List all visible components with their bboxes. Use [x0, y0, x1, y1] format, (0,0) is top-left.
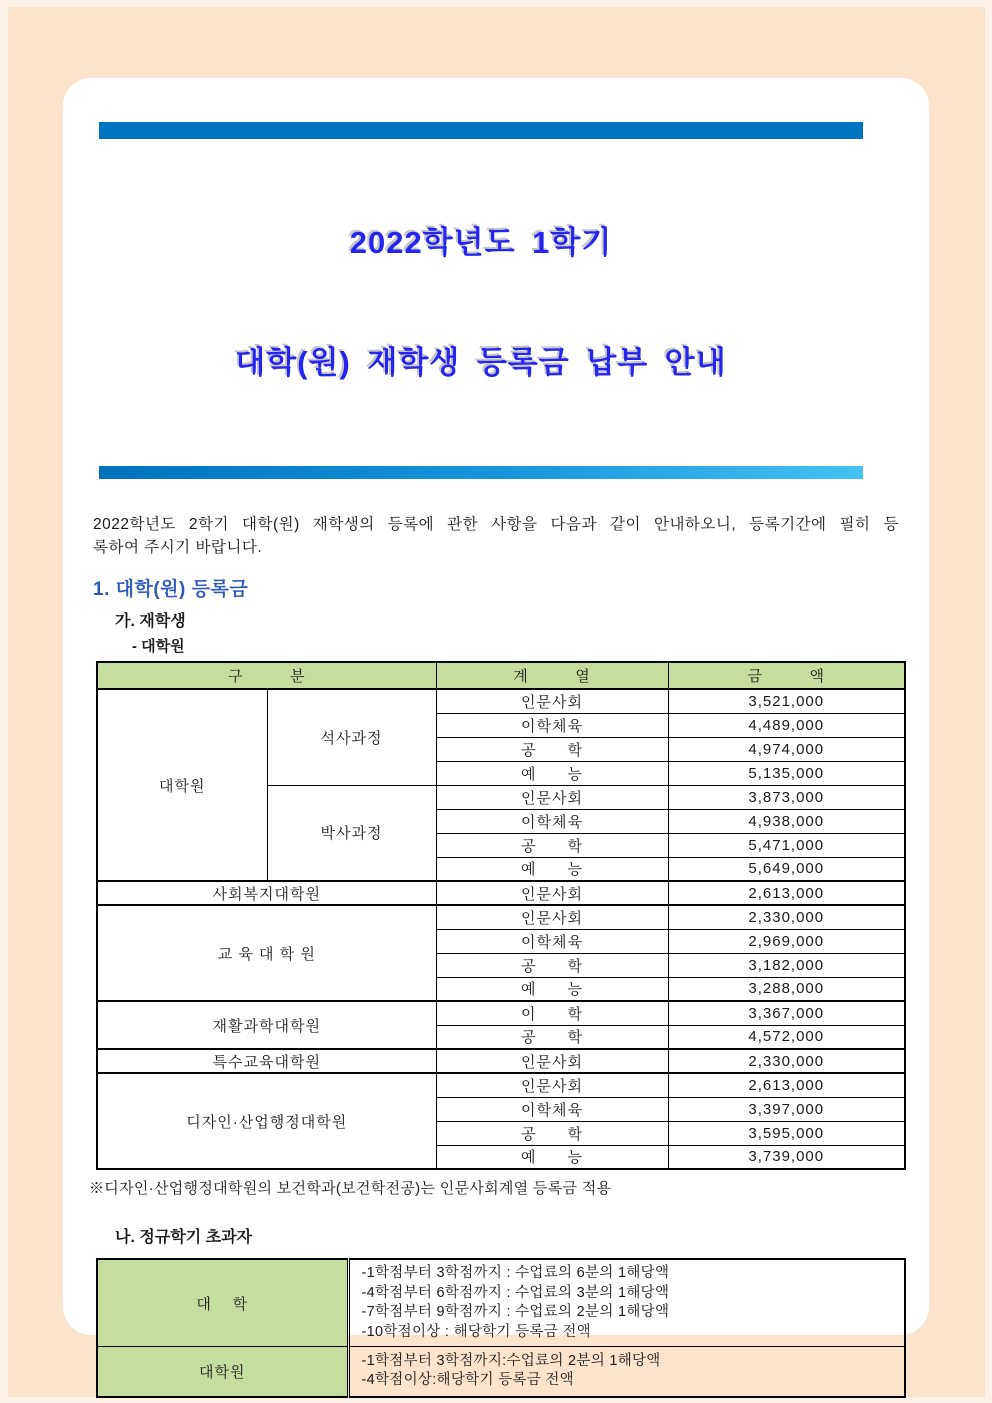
- footnote: ※디자인·산업행정대학원의 보건학과(보건학전공)는 인문사회계열 등록금 적용: [89, 1180, 612, 1197]
- document-title: [99, 143, 863, 463]
- amount-cell: 3,397,000: [668, 1097, 905, 1121]
- overload-label-cell: 대학원: [97, 1347, 348, 1397]
- overload-desc-line: -1학점부터 3학점까지:수업료의 2분의 1해당액: [361, 1352, 661, 1369]
- field-cell: 예 능: [436, 977, 668, 1001]
- amount-cell: 4,938,000: [668, 809, 905, 833]
- table-row: [97, 1259, 905, 1347]
- field-cell: 공 학: [436, 1121, 668, 1145]
- table-row: [97, 905, 905, 929]
- header-cell-gyeyeol: 계 열: [436, 662, 668, 689]
- table-row: [97, 1001, 905, 1025]
- field-cell: 공 학: [436, 737, 668, 761]
- overload-desc-line: -10학점이상 : 해당학기 등록금 전액: [361, 1323, 591, 1340]
- field-cell: 이학체육: [436, 1097, 668, 1121]
- field-cell: 인문사회: [436, 1073, 668, 1097]
- amount-cell: 2,330,000: [668, 905, 905, 929]
- field-cell: 인문사회: [436, 1049, 668, 1073]
- group-cell: 재활과학대학원: [97, 1001, 436, 1049]
- field-cell: 예 능: [436, 761, 668, 785]
- field-cell: 인문사회: [436, 905, 668, 929]
- group-cell: 디자인·산업행정대학원: [97, 1073, 436, 1169]
- overload-desc-line: -1학점부터 3학점까지 : 수업료의 6분의 1해당액: [361, 1265, 670, 1281]
- section2-heading: 나. 정규학기 초과자: [115, 1229, 252, 1246]
- section1-sub-dash: - 대학원: [132, 638, 185, 655]
- amount-cell: 3,521,000: [668, 689, 905, 713]
- header-top-bar: [99, 122, 863, 139]
- amount-cell: 3,288,000: [668, 977, 905, 1001]
- document-card: [63, 78, 929, 1389]
- field-cell: 이학체육: [436, 929, 668, 953]
- overload-desc-line: -4학점부터 6학점까지 : 수업료의 3분의 1해당액: [361, 1284, 670, 1301]
- field-cell: 예 능: [436, 1145, 668, 1169]
- field-cell: 인문사회: [436, 689, 668, 713]
- field-cell: 공 학: [436, 953, 668, 977]
- overload-desc-line: -4학점이상:해당학기 등록금 전액: [361, 1372, 574, 1389]
- field-cell: 인문사회: [436, 881, 668, 905]
- document-title-line2: 대학(원) 재학생 등록금 납부 안내: [235, 345, 727, 380]
- table-row: [97, 1347, 905, 1397]
- intro-line1: 2022학년도 2학기 대학(원) 재학생의 등록에 관한 사항을 다음과 같이 안내하오니, 등록기간에 필히 등: [93, 516, 899, 533]
- table-row: [97, 881, 905, 905]
- section1-sub-a: 가. 재학생: [115, 613, 186, 630]
- field-cell: 이학체육: [436, 809, 668, 833]
- overload-label-cell: 대 학: [97, 1259, 348, 1347]
- document-content: [63, 78, 929, 1398]
- amount-cell: 2,330,000: [668, 1049, 905, 1073]
- program-cell: 석사과정: [267, 689, 436, 785]
- amount-cell: 3,595,000: [668, 1121, 905, 1145]
- field-cell: 이 학: [436, 1001, 668, 1025]
- overload-table: [96, 1258, 906, 1398]
- overload-desc-cell: [348, 1347, 905, 1397]
- amount-cell: 4,572,000: [668, 1025, 905, 1049]
- intro-line2: 록하여 주시기 바랍니다.: [93, 539, 263, 556]
- amount-cell: 4,974,000: [668, 737, 905, 761]
- amount-cell: 5,135,000: [668, 761, 905, 785]
- intro-paragraph: [93, 513, 899, 559]
- group-cell: 사회복지대학원: [97, 881, 436, 905]
- overload-desc-cell: [348, 1259, 905, 1347]
- amount-cell: 3,739,000: [668, 1145, 905, 1169]
- header-cell-gubun: 구 분: [97, 662, 436, 689]
- field-cell: 예 능: [436, 857, 668, 881]
- section1-heading: 1. 대학(원) 등록금: [93, 579, 249, 600]
- tuition-header-row: [97, 662, 905, 689]
- amount-cell: 3,873,000: [668, 785, 905, 809]
- group-cell: 특수교육대학원: [97, 1049, 436, 1073]
- table-row: [97, 689, 905, 713]
- table-row: [97, 1049, 905, 1073]
- amount-cell: 4,489,000: [668, 713, 905, 737]
- field-cell: 이학체육: [436, 713, 668, 737]
- field-cell: 인문사회: [436, 785, 668, 809]
- field-cell: 공 학: [436, 1025, 668, 1049]
- document-title-line1: 2022학년도 1학기: [349, 225, 613, 260]
- amount-cell: 5,471,000: [668, 833, 905, 857]
- tuition-table: [96, 661, 906, 1170]
- amount-cell: 3,367,000: [668, 1001, 905, 1025]
- amount-cell: 3,182,000: [668, 953, 905, 977]
- amount-cell: 5,649,000: [668, 857, 905, 881]
- amount-cell: 2,613,000: [668, 881, 905, 905]
- amount-cell: 2,613,000: [668, 1073, 905, 1097]
- field-cell: 공 학: [436, 833, 668, 857]
- group-cell: 교 육 대 학 원: [97, 905, 436, 1001]
- table-row: [97, 1073, 905, 1097]
- group-cell: 대학원: [97, 689, 267, 881]
- header-bottom-bar: [99, 466, 863, 479]
- program-cell: 박사과정: [267, 785, 436, 881]
- amount-cell: 2,969,000: [668, 929, 905, 953]
- header-cell-geumaek: 금 액: [668, 662, 905, 689]
- overload-desc-line: -7학점부터 9학점까지 : 수업료의 2분의 1해당액: [361, 1304, 670, 1320]
